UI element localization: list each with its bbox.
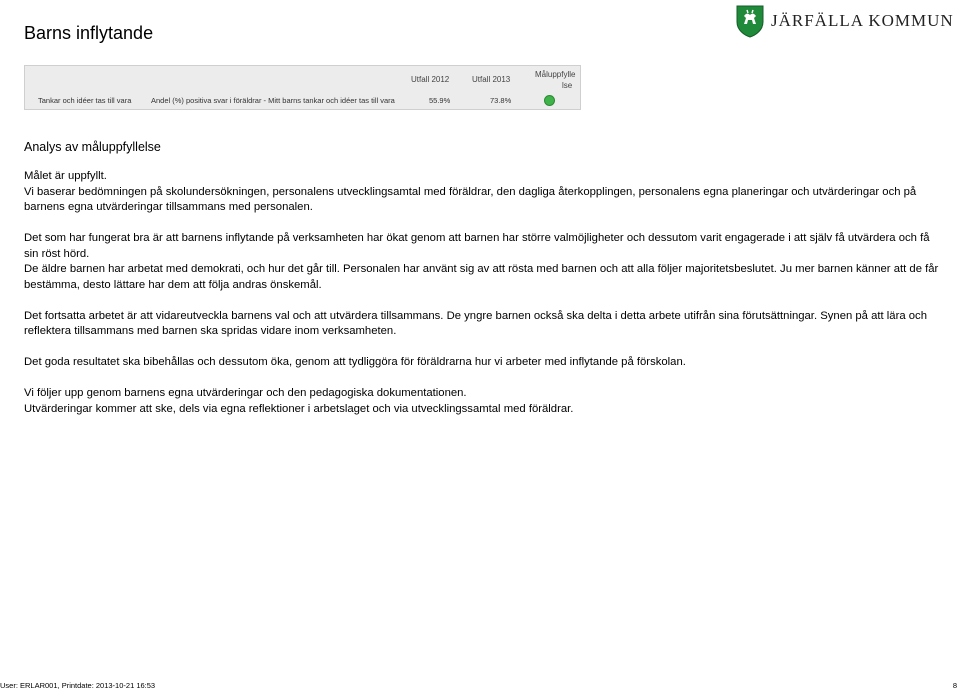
paragraph: Vi baserar bedömningen på skolundersökningen, personalens utvecklingsamtal med föräldrar, den dagliga återkopplingen, personalens egna planeringar och utvärderingar och på barnens egna utvärderingar tillsammans med personalen.: [24, 185, 917, 213]
kpi-row-name: Tankar och idéer tas till vara: [38, 96, 132, 105]
kpi-row-indicator: Andel (%) positiva svar i föräldrar - Mitt barns tankar och idéer tas till vara: [151, 96, 395, 105]
paragraph: Målet är uppfyllt.: [24, 170, 107, 182]
page-title: Barns inflytande: [24, 23, 154, 43]
status-indicator-icon: [544, 95, 555, 106]
logo: [735, 4, 954, 38]
paragraph: Utvärderingar kommer att ske, dels via egna reflektioner i arbetslaget och via utvecklingssamtal med föräldrar.: [24, 402, 574, 415]
header-utfall-2012: Utfall 2012: [411, 75, 450, 84]
analysis-heading: Analys av måluppfyllelse: [24, 140, 161, 154]
paragraph: Det fortsatta arbetet är att vidareutveckla barnens val och att utvärdera tillsammans. De yngre barnen också ska delta i detta arbete utifrån sina förutsättningar. Synen på att lära och reflektera tillsammans med barnen ska spridas vidare inom verksamheten.: [24, 309, 927, 337]
header-maluppfyllelse: Måluppfylle: [535, 70, 576, 79]
page-number: 8: [952, 681, 957, 690]
logo-text: JÄRFÄLLA KOMMUN: [771, 11, 954, 30]
paragraph: De äldre barnen har arbetat med demokrati, och hur det går till. Personalen har använt sig av att rösta med barnen och att alla följer majoritetsbeslutet. Ju mer barnen känner att de får bestämma, desto lättare har dem att följa andras önskemål.: [24, 263, 939, 291]
paragraph: Det som har fungerat bra är att barnens inflytande på verksamheten har ökat genom att barnen har större valmöjligheter och dessutom varit engagerade i att själv få utvärdera och få sin röst hörd.: [24, 232, 930, 260]
kpi-table: [24, 65, 581, 110]
kpi-row-utfall-2012: 55.9%: [429, 96, 451, 105]
kpi-row-utfall-2013: 73.8%: [490, 96, 512, 105]
analysis-text: [24, 169, 939, 417]
header-utfall-2013: Utfall 2013: [472, 75, 511, 84]
header-maluppfyllelse-cont: lse: [562, 81, 573, 90]
paragraph: Det goda resultatet ska bibehållas och dessutom öka, genom att tydliggöra för föräldrarna hur vi arbeter med inflytande på förskolan.: [24, 356, 686, 368]
coat-of-arms-icon: [735, 4, 765, 38]
footer-print-info: User: ERLAR001, Printdate: 2013-10-21 16:53: [0, 681, 156, 690]
paragraph: Vi följer upp genom barnens egna utvärderingar och den pedagogiska dokumentationen.: [24, 387, 467, 399]
